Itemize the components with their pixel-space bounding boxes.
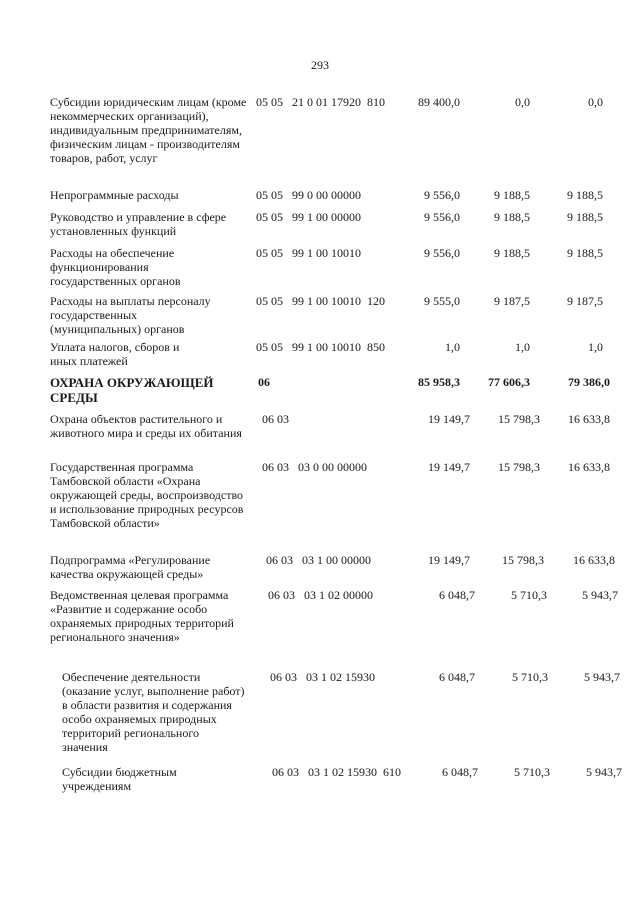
row-value-1: 85 958,3 — [418, 375, 460, 389]
row-value-1: 9 556,0 — [424, 210, 460, 224]
row-value-1: 19 149,7 — [428, 460, 470, 474]
row-value-1: 9 556,0 — [424, 188, 460, 202]
row-name: Субсидии бюджетным учреждениям — [62, 765, 177, 793]
row-value-3: 5 943,7 — [584, 670, 620, 684]
row-value-2: 15 798,3 — [498, 412, 540, 426]
row-code: 06 03 03 0 00 00000 — [262, 460, 367, 474]
page-number: 293 — [311, 58, 329, 72]
row-value-1: 6 048,7 — [439, 588, 475, 602]
row-value-2: 0,0 — [515, 95, 530, 109]
row-value-1: 19 149,7 — [428, 553, 470, 567]
row-value-3: 9 188,5 — [567, 246, 603, 260]
row-code: 06 03 03 1 02 00000 — [268, 588, 373, 602]
row-code: 05 05 99 1 00 00000 — [256, 210, 361, 224]
row-name: Охрана объектов растительного и животного мира и среды их обитания — [50, 412, 242, 440]
row-value-3: 1,0 — [588, 340, 603, 354]
row-value-3: 9 188,5 — [567, 210, 603, 224]
row-code: 05 05 99 0 00 00000 — [256, 188, 361, 202]
row-name: Непрограммные расходы — [50, 188, 179, 202]
row-value-1: 1,0 — [445, 340, 460, 354]
row-code: 06 — [258, 375, 270, 389]
row-value-3: 16 633,8 — [573, 553, 615, 567]
row-value-2: 9 188,5 — [494, 188, 530, 202]
row-name: Подпрограмма «Регулирование качества окружающей среды» — [50, 553, 211, 581]
row-code: 06 03 03 1 02 15930 610 — [272, 765, 401, 779]
row-code: 06 03 — [262, 412, 289, 426]
row-value-1: 6 048,7 — [439, 670, 475, 684]
row-value-3: 0,0 — [588, 95, 603, 109]
row-value-1: 9 556,0 — [424, 246, 460, 260]
row-value-3: 5 943,7 — [586, 765, 622, 779]
row-value-1: 89 400,0 — [418, 95, 460, 109]
row-code: 05 05 21 0 01 17920 810 — [256, 95, 385, 109]
row-code: 05 05 99 1 00 10010 120 — [256, 294, 385, 308]
row-value-2: 5 710,3 — [512, 670, 548, 684]
row-value-3: 5 943,7 — [582, 588, 618, 602]
row-value-3: 16 633,8 — [568, 460, 610, 474]
row-value-3: 9 188,5 — [567, 188, 603, 202]
row-name: Расходы на обеспечение функционирования государственных органов — [50, 246, 181, 288]
row-name: Уплата налогов, сборов и иных платежей — [50, 340, 180, 368]
row-value-3: 9 187,5 — [567, 294, 603, 308]
row-value-2: 77 606,3 — [488, 375, 530, 389]
row-name: Расходы на выплаты персоналу государственных (муниципальных) органов — [50, 294, 211, 336]
row-value-1: 9 555,0 — [424, 294, 460, 308]
section-title: ОХРАНА ОКРУЖАЮЩЕЙ СРЕДЫ — [50, 375, 214, 405]
row-value-2: 5 710,3 — [514, 765, 550, 779]
row-code: 06 03 03 1 00 00000 — [266, 553, 371, 567]
row-value-2: 9 188,5 — [494, 246, 530, 260]
row-value-2: 9 188,5 — [494, 210, 530, 224]
row-value-2: 15 798,3 — [502, 553, 544, 567]
row-name: Субсидии юридическим лицам (кроме некоммерческих организаций), индивидуальным предпринимателям, физическим лицам - производителям товаров, работ, услуг — [50, 95, 247, 165]
row-value-1: 19 149,7 — [428, 412, 470, 426]
row-code: 06 03 03 1 02 15930 — [270, 670, 375, 684]
row-code: 05 05 99 1 00 10010 850 — [256, 340, 385, 354]
row-value-2: 9 187,5 — [494, 294, 530, 308]
row-value-2: 1,0 — [515, 340, 530, 354]
row-name: Обеспечение деятельности (оказание услуг, выполнение работ) в области развития и содержания особо охраняемых природных территорий регионального значения — [62, 670, 245, 754]
row-value-2: 5 710,3 — [511, 588, 547, 602]
row-name: Руководство и управление в сфере установленных функций — [50, 210, 227, 238]
row-name: Ведомственная целевая программа «Развитие и содержание особо охраняемых природных территорий регионального значения» — [50, 588, 234, 644]
row-value-3: 16 633,8 — [568, 412, 610, 426]
row-value-2: 15 798,3 — [498, 460, 540, 474]
row-name: Государственная программа Тамбовской области «Охрана окружающей среды, воспроизводство и использование природных ресурсов Тамбовской области» — [50, 460, 244, 530]
row-value-3: 79 386,0 — [568, 375, 610, 389]
row-value-1: 6 048,7 — [442, 765, 478, 779]
row-code: 05 05 99 1 00 10010 — [256, 246, 361, 260]
